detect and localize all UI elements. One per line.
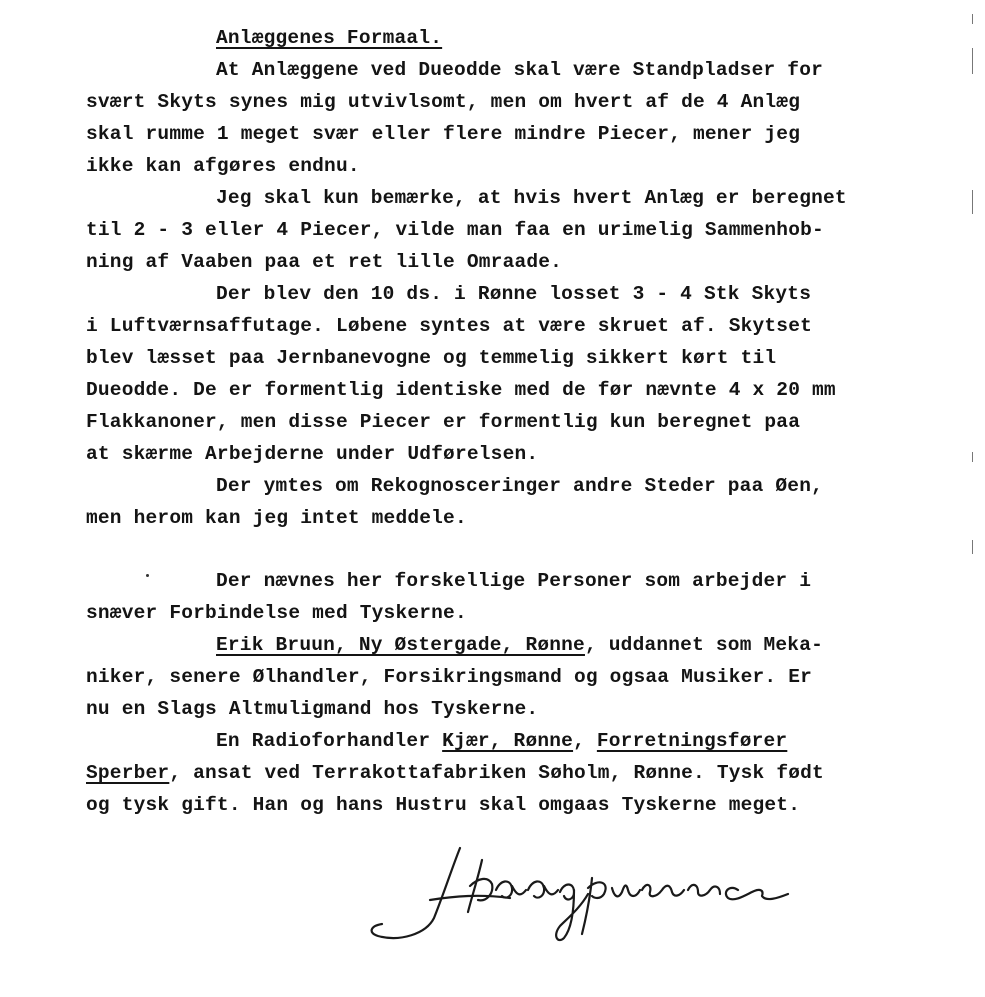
text-line: ning af Vaaben paa et ret lille Omraade. [86,251,563,273]
person-title: Forretningsfører [596,730,788,752]
text-line: at skærme Arbejderne under Udførelsen. [86,443,539,465]
text-line: blev læsset paa Jernbanevogne og temmelig sikkert kørt til [86,347,777,369]
person-description: , uddannet som Meka- [584,634,824,656]
text-line: ikke kan afgøres endnu. [86,155,360,177]
person-name: Erik Bruun, Ny Østergade, Rønne [216,634,585,656]
scan-edge-mark [972,190,973,214]
scan-edge-mark [972,14,973,24]
person-line [86,761,824,785]
text-line: svært Skyts synes mig utvivlsomt, men om hvert af de 4 Anlæg [86,91,801,113]
text-line: At Anlæggene ved Dueodde skal være Standpladser for [216,59,823,81]
handwritten-signature [360,838,820,948]
scan-speck [146,574,149,577]
text-line: Jeg skal kun bemærke, at hvis hvert Anlæg er beregnet [216,187,847,209]
text-fragment: , ansat ved Terrakottafabriken Søholm, Rønne. Tysk født [169,762,824,784]
person-line [216,729,787,753]
scan-edge-mark [972,452,973,462]
text-line: Dueodde. De er formentlig identiske med de før nævnte 4 x 20 mm [86,379,836,401]
person-name: Sperber [86,762,170,784]
text-line: og tysk gift. Han og hans Hustru skal omgaas Tyskerne meget. [86,794,801,816]
text-line: Der ymtes om Rekognosceringer andre Steder paa Øen, [216,475,823,497]
text-line: skal rumme 1 meget svær eller flere mindre Piecer, mener jeg [86,123,801,145]
person-line [216,633,823,657]
text-line: Der blev den 10 ds. i Rønne losset 3 - 4 Stk Skyts [216,283,812,305]
scan-edge-mark [972,540,973,554]
scan-edge-mark [972,48,973,74]
text-line: men herom kan jeg intet meddele. [86,507,467,529]
text-line: Flakkanoner, men disse Piecer er formentlig kun beregnet paa [86,411,801,433]
text-fragment: En Radioforhandler [216,730,443,752]
text-line: i Luftværnsaffutage. Løbene syntes at være skruet af. Skytset [86,315,813,337]
text-line: til 2 - 3 eller 4 Piecer, vilde man faa en urimelig Sammenhob- [86,219,824,241]
person-name: Kjær, Rønne [442,730,574,752]
text-line: nu en Slags Altmuligmand hos Tyskerne. [86,698,539,720]
text-line: snæver Forbindelse med Tyskerne. [86,602,467,624]
text-line: niker, senere Ølhandler, Forsikringsmand og ogsaa Musiker. Er [86,666,813,688]
section-heading: Anlæggenes Formaal. [216,27,443,49]
text-fragment: , [573,730,597,752]
text-line: Der nævnes her forskellige Personer som arbejder i [216,570,812,592]
